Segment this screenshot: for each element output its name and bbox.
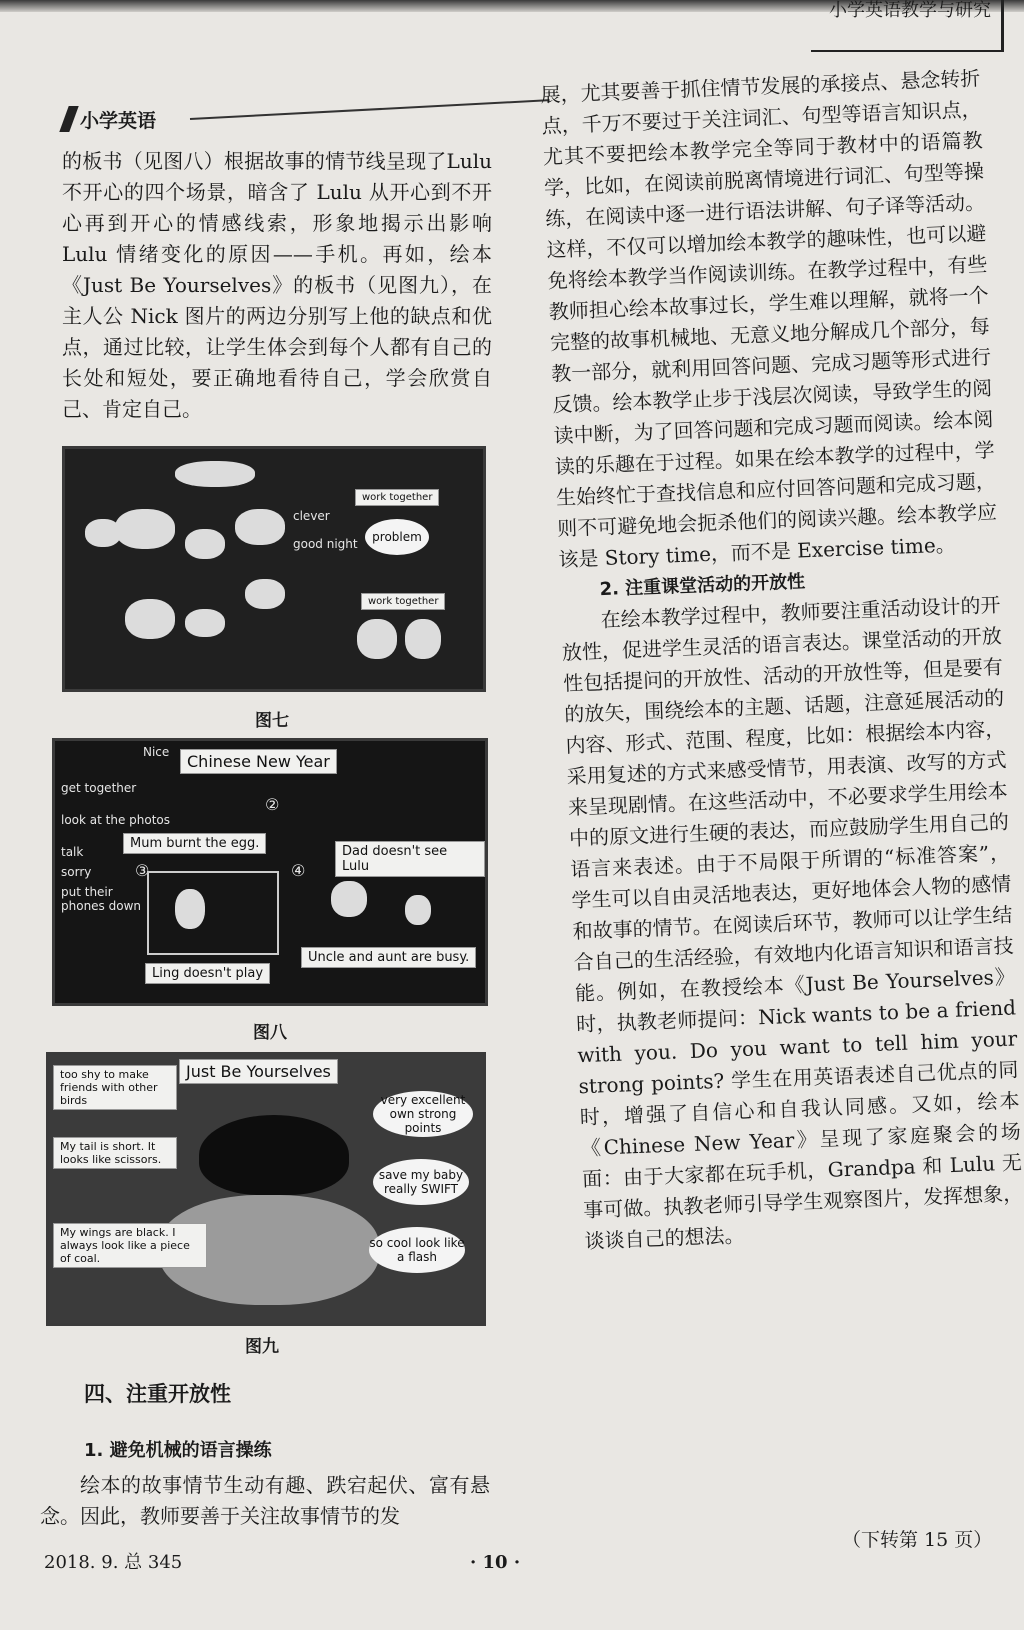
- weakness-label-1: too shy to make friends with other birds: [53, 1065, 177, 1110]
- chalk-get-together: get together: [61, 781, 137, 795]
- figure-8-caption: 图八: [253, 1023, 287, 1043]
- figure-8-photo: [52, 738, 488, 1006]
- sheep-icon: [125, 599, 175, 639]
- figure-7-photo: [62, 446, 486, 692]
- bird-wings-icon: [199, 1115, 349, 1195]
- chalk-sorry: sorry: [61, 865, 92, 879]
- weakness-label-2: My tail is short. It looks like scissors.: [53, 1137, 177, 1169]
- label-work-together-1: work together: [355, 489, 439, 506]
- chalk-nice: Nice: [143, 745, 170, 759]
- right-paragraph-2: 在绘本教学过程中，教师要注重活动设计的开放性，促进学生灵活的语言表达。课堂活动的开放性包括提问的开放性、活动的开放性等，但是要有的放矢，围绕绘本的主题、话题，注意延展活动的内容、形式、范围、程度，比如：根据绘本内容，采用复述的方式来感受情节，用表演、改写的方式来呈现剧情。在这些活动中，不必要求学生用绘本中的原文进行生硬的表达，而应鼓励学生用自己的语言来表述。由于不局限于所谓的“标准答案”，学生可以自由灵活地表达，更好地体会人物的感情和故事的情节。在阅读后环节，教师可以让学生结合自己的生活经验，有效地内化语言知识和语言技能。例如，在教授绘本《Just Be Yourselves》时，执教老师提问：Nick wants to be a friend with you. Do you want to tell him your strong points? 学生在用英语表述自己优点的同时，增强了自信心和自我认同感。又如，绘本《Chinese New Year》呈现了家庭聚会的场面：由于大家都在玩手机，Grandpa 和 Lulu 无事可做。执教老师引导学生观察图片，发挥想象，谈谈自己的想法。: [561, 592, 1024, 1254]
- strength-label-1: very excellent own strong points: [380, 1093, 466, 1135]
- left-paragraph-2: 绘本的故事情节生动有趣、跌宕起伏、富有悬念。因此，教师要善于关注故事情节的发: [40, 1473, 490, 1528]
- sheep-icon: [235, 509, 285, 545]
- section-tag: [64, 102, 156, 136]
- chalk-look-at-photos: look at the photos: [61, 813, 171, 827]
- problem-label: problem: [372, 530, 422, 544]
- board-title: Chinese New Year: [180, 749, 337, 774]
- number-2: ②: [265, 795, 280, 814]
- label-dad-doesnt-see-lulu: Dad doesn't see Lulu: [335, 841, 485, 877]
- board-title: Just Be Yourselves: [179, 1059, 338, 1084]
- fan-icon: [245, 579, 285, 609]
- left-column-top: [62, 146, 492, 425]
- left-paragraph-1: 的板书（见图八）根据故事的情节线呈现了Lulu 不开心的四个场景，暗含了 Lulu 从开心到不开心再到开心的情感线索，形象地揭示出影响 Lulu 情绪变化的原因——手机。再如，绘本《Just Be Yourselves》的板书（见图九），在主人公 Nick 图片的两边分别写上他的缺点和优点，通过比较，让学生体会到每个人都有自己的长处和短处，要正确地看待自己，学会欣赏自己、肯定自己。: [62, 149, 492, 421]
- tag-marker-icon: [59, 106, 78, 132]
- subheading-1: 1. 避免机械的语言操练: [84, 1440, 272, 1461]
- issue-info: 2018. 9. 总 345: [44, 1552, 183, 1573]
- chalk-clever: clever: [293, 509, 330, 523]
- title-card: [175, 461, 255, 487]
- character-icon: [405, 619, 441, 659]
- right-paragraph-1: 展，尤其要善于抓住情节发展的承接点、悬念转折点，千万不要过于关注词汇、句型等语言知识点，尤其不要把绘本教学完全等同于教材中的语篇教学，比如，在阅读前脱离情境进行词汇、句型等操练，在阅读中逐一进行语法讲解、句子译等活动。这样，不仅可以增加绘本教学的趣味性，也可以避免将绘本教学当作阅读训练。在教学过程中，有些教师担心绘本故事过长，学生难以理解，就将一个完整的故事机械地、无意义地分解成几个部分，每教一部分，就利用回答问题、完成习题等形式进行反馈。绘本教学止步于浅层次阅读，导致学生的阅读中断，为了回答问题和完成习题而阅读。绘本阅读的乐趣在于过程。如果在绘本教学的过程中，学生始终忙于查找信息和应付回答问题和完成习题，则不可避免地会扼杀他们的阅读兴趣。绘本教学应该是 Story time，而不是 Exercise time。: [540, 66, 998, 572]
- chalk-good-night: good night: [293, 537, 358, 551]
- page-number: · 10 ·: [470, 1552, 521, 1573]
- chalk-put-phones-down: put their phones down: [61, 885, 141, 913]
- figure-9-photo: [46, 1052, 486, 1326]
- label-uncle-aunt-busy: Uncle and aunt are busy.: [301, 947, 476, 968]
- section-heading-four: 四、注重开放性: [84, 1382, 231, 1406]
- character-icon: [357, 619, 397, 659]
- strength-cloud-2: [373, 1159, 469, 1205]
- duck-icon: [331, 881, 367, 917]
- character-icon: [175, 889, 205, 929]
- figure-9-caption: 图九: [245, 1337, 279, 1357]
- strength-label-2: save my baby really SWIFT: [378, 1168, 464, 1196]
- figure-7-caption: 图七: [255, 711, 289, 731]
- subheading-2: 2. 注重课堂活动的开放性: [599, 571, 806, 601]
- house-drawing: [147, 871, 279, 955]
- chalk-talk: talk: [61, 845, 84, 859]
- label-ling-doesnt-play: Ling doesn't play: [145, 963, 270, 984]
- sheep-icon: [185, 529, 225, 559]
- character-icon: [405, 895, 431, 925]
- problem-star: [365, 519, 429, 555]
- continued-note: （下转第 15 页）: [842, 1529, 993, 1551]
- header-rule: [190, 99, 550, 120]
- strength-cloud-3: [369, 1227, 465, 1273]
- right-column: [540, 63, 1024, 1257]
- sheep-icon: [185, 609, 225, 637]
- strength-label-3: so cool look like a flash: [369, 1236, 465, 1264]
- section-tag-label: 小学英语: [80, 109, 157, 132]
- sheep-icon: [115, 509, 175, 549]
- label-work-together-2: work together: [361, 593, 445, 610]
- running-header: [811, 0, 1004, 52]
- strength-cloud-1: [373, 1091, 473, 1137]
- number-4: ④: [291, 861, 306, 880]
- number-3: ③: [135, 861, 150, 880]
- label-mum-burnt-egg: Mum burnt the egg.: [123, 833, 266, 854]
- running-header-text: 小学英语教学与研究: [829, 0, 991, 21]
- weakness-label-3: My wings are black. I always look like a piece of coal.: [53, 1223, 207, 1268]
- left-column-bottom: [40, 1470, 490, 1532]
